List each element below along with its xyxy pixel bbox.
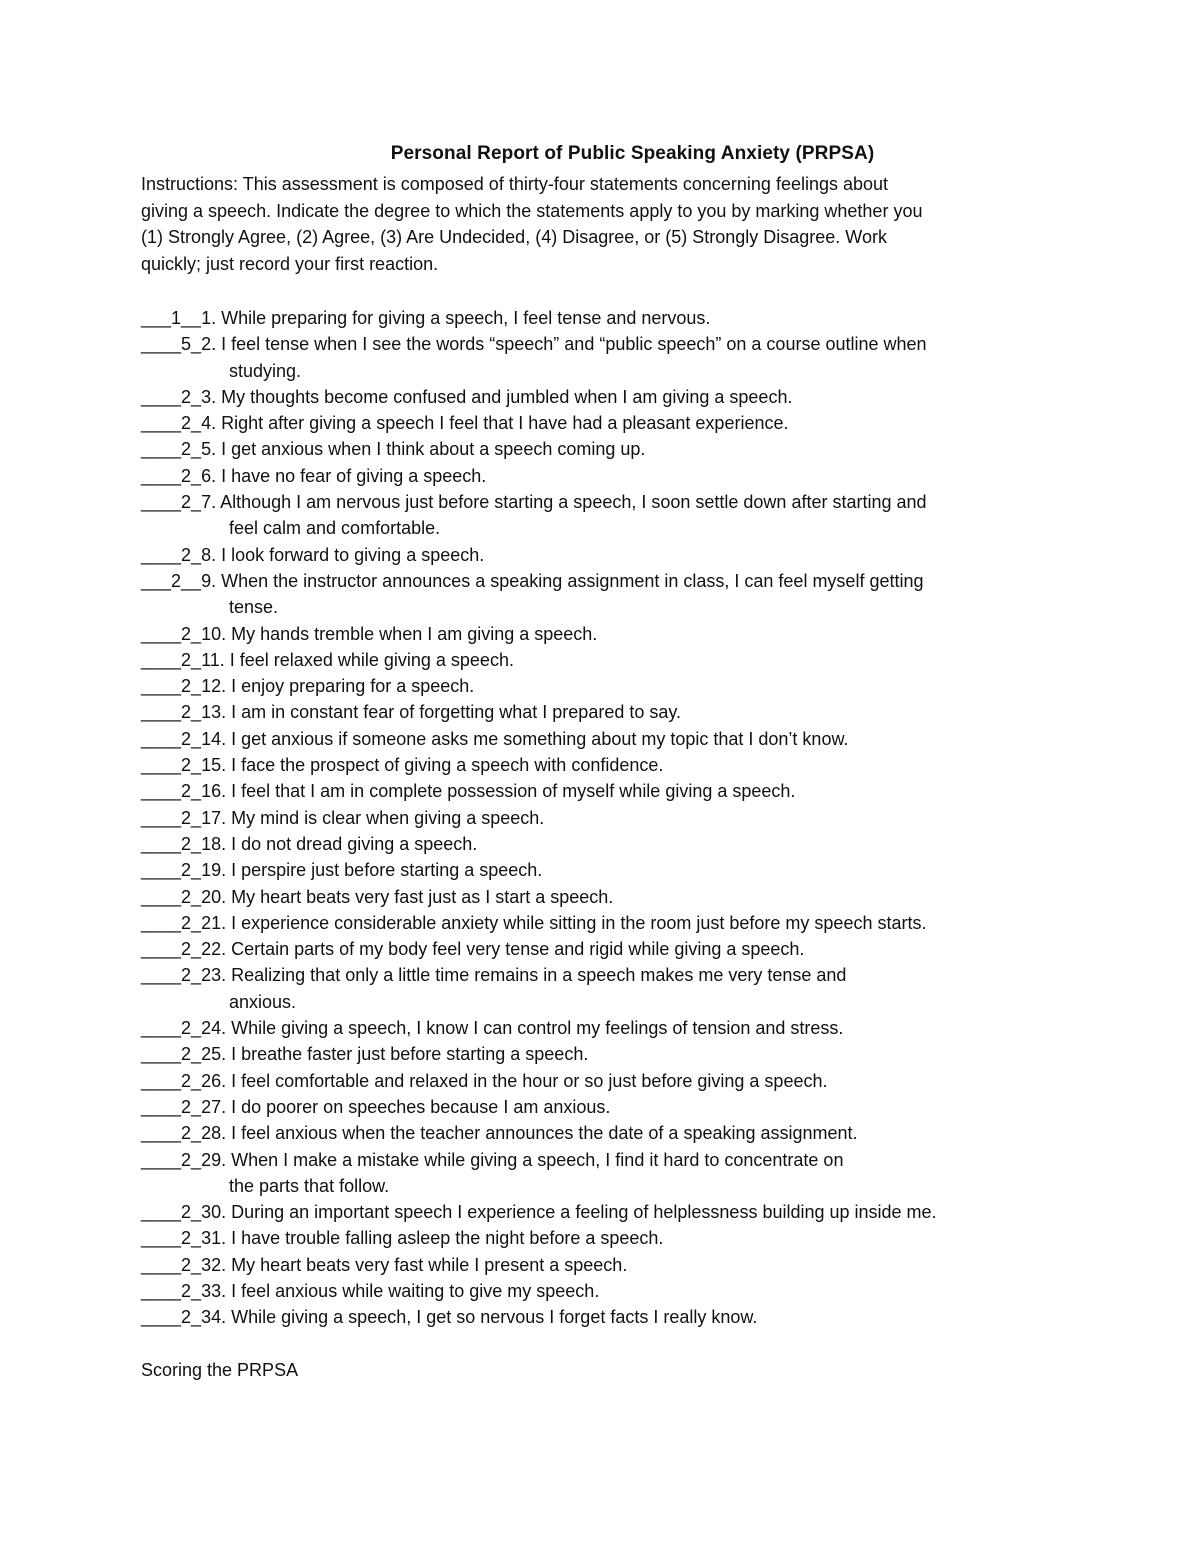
statement-number: 22. xyxy=(201,939,227,960)
statement-item xyxy=(141,542,1101,568)
statement-item xyxy=(141,621,1101,647)
statement-text: I am in constant fear of forgetting what I prepared to say. xyxy=(231,702,682,723)
answer-blank[interactable]: ____2_ xyxy=(141,1307,202,1328)
statement-item xyxy=(141,752,1101,778)
statement-item xyxy=(141,384,1101,410)
statement-number: 34. xyxy=(201,1307,227,1328)
statement-item xyxy=(141,1041,1101,1067)
answer-blank[interactable]: ____2_ xyxy=(141,860,202,881)
answer-blank[interactable]: ____5_ xyxy=(141,334,202,355)
statement-item xyxy=(141,305,1101,331)
statement-item xyxy=(141,568,1101,621)
statement-text: I feel comfortable and relaxed in the hour or so just before giving a speech. xyxy=(231,1070,828,1091)
statement-item xyxy=(141,805,1101,831)
answer-blank[interactable]: ____2_ xyxy=(141,1280,202,1301)
statement-number: 23. xyxy=(201,965,227,986)
statement-text-continuation: studying. xyxy=(229,360,302,381)
answer-blank[interactable]: ____2_ xyxy=(141,1254,202,1275)
statement-item xyxy=(141,647,1101,673)
statement-number: 17. xyxy=(201,807,227,828)
statement-text-continuation: tense. xyxy=(229,597,279,618)
statement-number: 26. xyxy=(201,1070,227,1091)
statement-text: I get anxious if someone asks me something about my topic that I don’t know. xyxy=(231,728,849,749)
statement-text: I feel relaxed while giving a speech. xyxy=(229,649,514,670)
statement-item xyxy=(141,331,1101,384)
answer-blank[interactable]: ____2_ xyxy=(141,492,202,513)
statement-item xyxy=(141,726,1101,752)
statement-item xyxy=(141,410,1101,436)
statement-text: While giving a speech, I know I can control my feelings of tension and stress. xyxy=(231,1018,844,1039)
statement-text: I get anxious when I think about a speech coming up. xyxy=(221,439,646,460)
answer-blank[interactable]: ____2_ xyxy=(141,1123,202,1144)
statement-item xyxy=(141,489,1101,542)
statement-text: My thoughts become confused and jumbled when I am giving a speech. xyxy=(221,386,793,407)
statement-text: I breathe faster just before starting a speech. xyxy=(231,1044,589,1065)
answer-blank[interactable]: ___1__ xyxy=(141,308,202,328)
statement-item xyxy=(141,1094,1101,1120)
answer-blank[interactable]: ____2_ xyxy=(141,623,202,644)
statement-item xyxy=(141,1304,1101,1330)
statement-item xyxy=(141,884,1101,910)
statement-item xyxy=(141,1225,1101,1251)
statement-number: 31. xyxy=(201,1228,227,1249)
statement-number: 20. xyxy=(201,886,227,907)
statement-number: 25. xyxy=(201,1044,227,1065)
statement-item xyxy=(141,1147,1101,1200)
statement-number: 21. xyxy=(201,912,227,933)
statement-text: While giving a speech, I get so nervous I forget facts I really know. xyxy=(231,1307,758,1328)
statement-text: Realizing that only a little time remains in a speech makes me very tense and xyxy=(231,965,847,986)
statement-text: My heart beats very fast while I present a speech. xyxy=(231,1254,628,1275)
statement-text-continuation: feel calm and comfortable. xyxy=(229,518,441,539)
statement-item xyxy=(141,463,1101,489)
statement-number: 4. xyxy=(201,413,217,434)
statement-number: 29. xyxy=(201,1149,227,1170)
statement-number: 24. xyxy=(201,1018,227,1039)
statement-text: During an important speech I experience a feeling of helplessness building up inside me. xyxy=(231,1202,937,1223)
answer-blank[interactable]: ____2_ xyxy=(141,1096,202,1117)
statement-number: 2. xyxy=(201,334,217,355)
statement-list xyxy=(141,305,1101,1331)
statement-number: 9. xyxy=(201,570,217,591)
answer-blank[interactable]: ___2__ xyxy=(141,570,202,591)
statement-item xyxy=(141,1252,1101,1278)
statement-text: I do not dread giving a speech. xyxy=(231,833,478,854)
answer-blank[interactable]: ____2_ xyxy=(141,886,202,907)
statement-number: 12. xyxy=(201,676,227,697)
statement-item xyxy=(141,1278,1101,1304)
answer-blank[interactable]: ____2_ xyxy=(141,1202,202,1223)
statement-number: 10. xyxy=(201,623,227,644)
statement-text: I perspire just before starting a speech. xyxy=(231,860,543,881)
answer-blank[interactable]: ____2_ xyxy=(141,386,202,407)
statement-text: While preparing for giving a speech, I feel tense and nervous. xyxy=(221,308,711,328)
statement-text: I feel anxious while waiting to give my speech. xyxy=(231,1280,600,1301)
answer-blank[interactable]: ____2_ xyxy=(141,1044,202,1065)
statement-number: 14. xyxy=(201,728,227,749)
answer-blank[interactable]: ____2_ xyxy=(141,465,202,486)
statement-item xyxy=(141,936,1101,962)
statement-number: 15. xyxy=(201,755,227,776)
answer-blank[interactable]: ____2_ xyxy=(141,544,202,565)
statement-text: I feel anxious when the teacher announces the date of a speaking assignment. xyxy=(231,1123,858,1144)
statement-number: 32. xyxy=(201,1254,227,1275)
statement-number: 6. xyxy=(201,465,217,486)
answer-blank[interactable]: ____2_ xyxy=(141,1070,202,1091)
statement-text: I do poorer on speeches because I am anxious. xyxy=(231,1096,611,1117)
statement-number: 33. xyxy=(201,1280,227,1301)
statement-item xyxy=(141,778,1101,804)
answer-blank[interactable]: ____2_ xyxy=(141,755,202,776)
statement-number: 13. xyxy=(201,702,227,723)
statement-number: 16. xyxy=(201,781,227,802)
statement-number: 8. xyxy=(201,544,217,565)
statement-item xyxy=(141,436,1101,462)
answer-blank[interactable]: ____2_ xyxy=(141,728,202,749)
statement-number: 18. xyxy=(201,833,227,854)
statement-text: I feel tense when I see the words “speech” and “public speech” on a course outline when xyxy=(221,334,927,355)
statement-number: 5. xyxy=(201,439,217,460)
statement-number: 3. xyxy=(201,386,217,407)
statement-item xyxy=(141,910,1101,936)
statement-text: When I make a mistake while giving a speech, I find it hard to concentrate on xyxy=(231,1149,844,1170)
statement-number: 27. xyxy=(201,1096,227,1117)
answer-blank[interactable]: ____2_ xyxy=(141,702,202,723)
answer-blank[interactable]: ____2_ xyxy=(141,1228,202,1249)
statement-text: I have no fear of giving a speech. xyxy=(221,465,487,486)
answer-blank[interactable]: ____2_ xyxy=(141,807,202,828)
document-title: Personal Report of Public Speaking Anxiety (PRPSA) xyxy=(390,143,875,164)
statement-text-continuation: anxious. xyxy=(229,991,297,1012)
answer-blank[interactable]: ____2_ xyxy=(141,676,202,697)
instructions-paragraph: Instructions: This assessment is composed of thirty-four statements concerning feelings about giving a speech. Indicate the degree to which the statements apply to you by marking whether you (1) Strongly Agree, (2) Agree, (3) Are Undecided, (4) Disagree, or (5) Strongly Disagree. Work quickly; just record your first reaction. xyxy=(141,174,923,274)
statement-number: 11. xyxy=(201,649,225,670)
answer-blank[interactable]: ____2_ xyxy=(141,439,202,460)
statement-item xyxy=(141,1068,1101,1094)
statement-text: I experience considerable anxiety while sitting in the room just before my speech starts. xyxy=(231,912,927,933)
statement-text: Right after giving a speech I feel that I have had a pleasant experience. xyxy=(221,413,789,434)
statement-text: I feel that I am in complete possession of myself while giving a speech. xyxy=(231,781,796,802)
answer-blank[interactable]: ____2_ xyxy=(141,1018,202,1039)
statement-item xyxy=(141,962,1101,1015)
answer-blank[interactable]: ____2_ xyxy=(141,649,202,670)
statement-item xyxy=(141,857,1101,883)
statement-text: My heart beats very fast just as I start a speech. xyxy=(231,886,614,907)
statement-item xyxy=(141,673,1101,699)
answer-blank[interactable]: ____2_ xyxy=(141,965,202,986)
statement-text-continuation: the parts that follow. xyxy=(229,1175,390,1196)
statement-number: 28. xyxy=(201,1123,227,1144)
statement-item xyxy=(141,1015,1101,1041)
statement-number: 7. xyxy=(201,492,217,513)
statement-text: Certain parts of my body feel very tense and rigid while giving a speech. xyxy=(231,939,805,960)
answer-blank[interactable]: ____2_ xyxy=(141,413,202,434)
statement-number: 1. xyxy=(201,308,217,328)
statement-text: My hands tremble when I am giving a speech. xyxy=(231,623,598,644)
statement-text: I look forward to giving a speech. xyxy=(221,544,485,565)
statement-text: I enjoy preparing for a speech. xyxy=(231,676,475,697)
answer-blank[interactable]: ____2_ xyxy=(141,912,202,933)
statement-text: I face the prospect of giving a speech with confidence. xyxy=(231,755,664,776)
answer-blank[interactable]: ____2_ xyxy=(141,781,202,802)
scoring-heading: Scoring the PRPSA xyxy=(141,1360,299,1380)
statement-text: I have trouble falling asleep the night before a speech. xyxy=(231,1228,664,1249)
statement-number: 30. xyxy=(201,1202,227,1223)
answer-blank[interactable]: ____2_ xyxy=(141,1149,202,1170)
answer-blank[interactable]: ____2_ xyxy=(141,939,202,960)
answer-blank[interactable]: ____2_ xyxy=(141,833,202,854)
statement-text: Although I am nervous just before starting a speech, I soon settle down after starting and xyxy=(220,492,927,513)
statement-item xyxy=(141,1199,1101,1225)
statement-item xyxy=(141,831,1101,857)
statement-text: When the instructor announces a speaking assignment in class, I can feel myself getting xyxy=(221,570,924,591)
statement-number: 19. xyxy=(201,860,227,881)
statement-item xyxy=(141,1120,1101,1146)
statement-item xyxy=(141,699,1101,725)
statement-text: My mind is clear when giving a speech. xyxy=(231,807,545,828)
